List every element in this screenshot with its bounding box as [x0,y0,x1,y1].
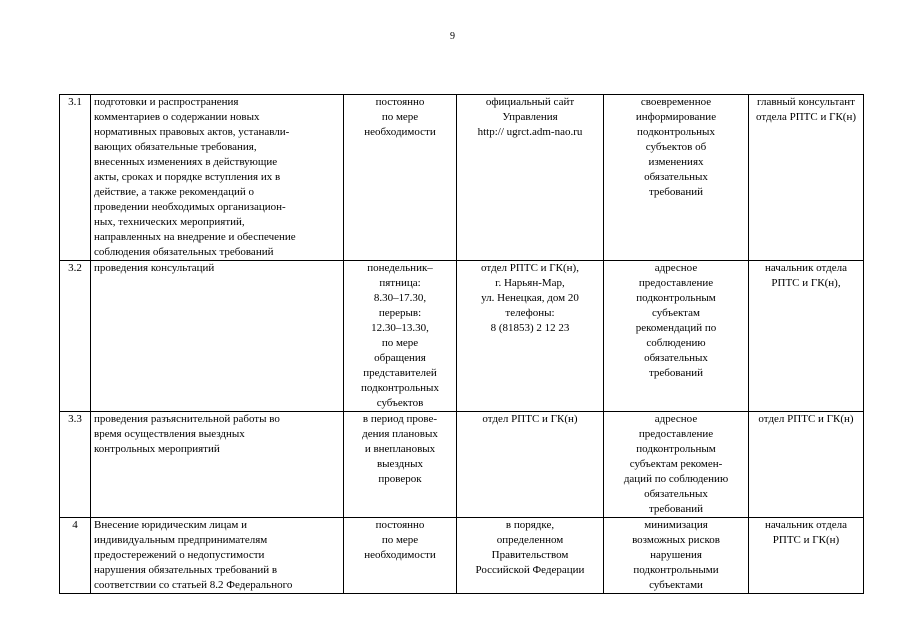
measure-responsible: главный консультант отдела РПТС и ГК(н) [749,95,864,261]
measure-result: адресное предоставление подконтрольным субъектам рекомендаций по соблюдению обязательных требований [604,261,749,412]
measure-responsible: отдел РПТС и ГК(н) [749,412,864,518]
table-row [60,518,864,594]
measure-method: в порядке, определенном Правительством Российской Федерации [457,518,604,594]
measure-period: постоянно по мере необходимости [344,95,457,261]
measure-period: постоянно по мере необходимости [344,518,457,594]
row-number: 3.2 [60,261,91,412]
measures-table [59,94,864,594]
measure-period: понедельник– пятница: 8.30–17.30, перерыв: 12.30–13.30, по мере обращения представителей подконтрольных субъектов [344,261,457,412]
table-row [60,412,864,518]
measure-description: проведения разъяснительной работы во время осуществления выездных контрольных мероприятий [91,412,344,518]
measure-method: отдел РПТС и ГК(н) [457,412,604,518]
measure-description: Внесение юридическим лицам и индивидуальным предпринимателям предостережений о недопустимости нарушения обязательных требований в соответствии со статьей 8.2 Федерального [91,518,344,594]
measure-period: в период прове- дения плановых и внеплановых выездных проверок [344,412,457,518]
measure-responsible: начальник отдела РПТС и ГК(н) [749,518,864,594]
measure-result: своевременное информирование подконтрольных субъектов об изменениях обязательных требований [604,95,749,261]
measure-method: официальный сайт Управления http:// ugrct.adm-nao.ru [457,95,604,261]
table-row [60,261,864,412]
measure-description: подготовки и распространения комментариев о содержании новых нормативных правовых актов, устанавли- вающих обязательные требования, внесенных изменениях в действующие акты, сроках и порядке вступления их в действие, а также рекомендаций о проведении необходимых организацион- ных, технических мероприятий, направленных на внедрение и обеспечение соблюдения обязательных требований [91,95,344,261]
measure-method: отдел РПТС и ГК(н), г. Нарьян-Мар, ул. Ненецкая, дом 20 телефоны: 8 (81853) 2 12 23 [457,261,604,412]
measure-description: проведения консультаций [91,261,344,412]
table-row [60,95,864,261]
row-number: 4 [60,518,91,594]
row-number: 3.3 [60,412,91,518]
measure-responsible: начальник отдела РПТС и ГК(н), [749,261,864,412]
measure-result: адресное предоставление подконтрольным субъектам рекомен- даций по соблюдению обязательных требований [604,412,749,518]
page-number: 9 [450,31,455,42]
measure-result: минимизация возможных рисков нарушения подконтрольными субъектами [604,518,749,594]
row-number: 3.1 [60,95,91,261]
